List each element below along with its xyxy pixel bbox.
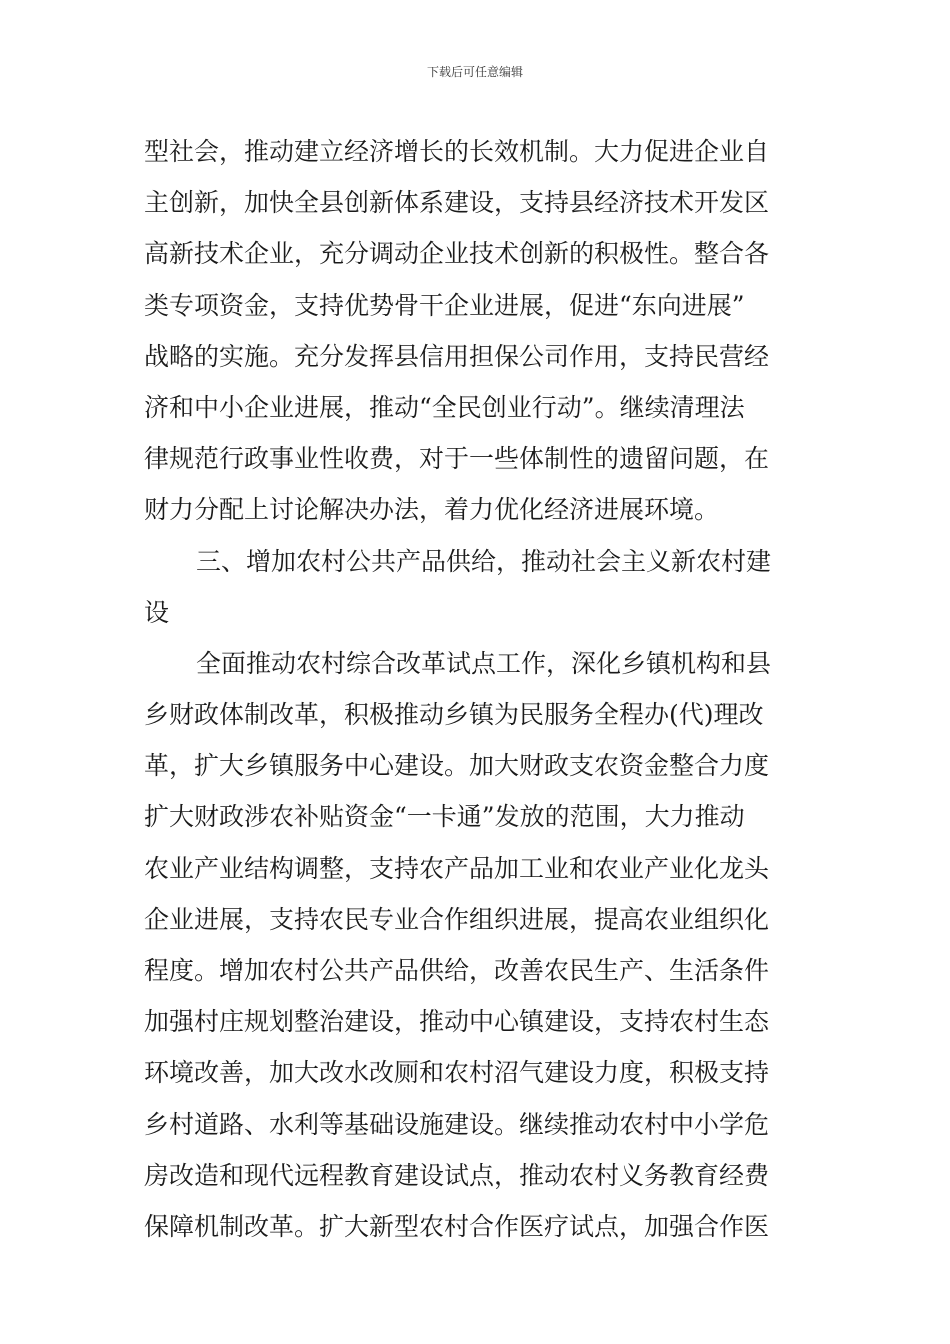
section-heading-continued: 设 — [144, 597, 170, 627]
text-line: 保障机制改革。扩大新型农村合作医疗试点，加强合作医 — [144, 1211, 770, 1241]
text-line: 财力分配上讨论解决办法，着力优化经济进展环境。 — [144, 495, 720, 525]
text-line: 房改造和现代远程教育建设试点，推动农村义务教育经费 — [144, 1160, 770, 1190]
text-line: 高新技术企业，充分调动企业技术创新的积极性。整合各 — [144, 239, 770, 269]
page-header: 下载后可任意编辑 — [426, 65, 523, 79]
text-line: 加强村庄规划整治建设，推动中心镇建设，支持农村生态 — [144, 1007, 770, 1037]
text-line: 程度。增加农村公共产品供给，改善农民生产、生活条件 — [144, 956, 770, 985]
text-line: 革，扩大乡镇服务中心建设。加大财政支农资金整合力度 — [144, 751, 770, 781]
text-line: 济和中小企业进展，推动“全民创业行动”。继续清理法 — [144, 392, 745, 422]
paragraph-start: 全面推动农村综合改革试点工作，深化乡镇机构和县 — [196, 648, 772, 678]
text-line: 乡村道路、水利等基础设施建设。继续推动农村中小学危 — [144, 1109, 770, 1139]
text-line: 环境改善，加大改水改厕和农村沼气建设力度，积极支持 — [144, 1058, 770, 1088]
text-line: 型社会，推动建立经济增长的长效机制。大力促进企业自 — [144, 137, 770, 166]
section-heading: 三、增加农村公共产品供给，推动社会主义新农村建 — [196, 546, 772, 576]
text-line: 企业进展，支持农民专业合作组织进展，提高农业组织化 — [144, 904, 770, 934]
text-line: 农业产业结构调整，支持农产品加工业和农业产业化龙头 — [144, 853, 770, 883]
text-line: 类专项资金，支持优势骨干企业进展，促进“东向进展” — [144, 290, 745, 320]
text-line: 主创新，加快全县创新体系建设，支持县经济技术开发区 — [144, 188, 770, 218]
text-line: 扩大财政涉农补贴资金“一卡通”发放的范围，大力推动 — [144, 802, 745, 832]
text-line: 乡财政体制改革，积极推动乡镇为民服务全程办(代)理改 — [144, 700, 764, 730]
text-line: 律规范行政事业性收费，对于一些体制性的遗留问题，在 — [144, 444, 770, 474]
text-line: 战略的实施。充分发挥县信用担保公司作用，支持民营经 — [144, 341, 770, 371]
document-body — [144, 126, 808, 1252]
